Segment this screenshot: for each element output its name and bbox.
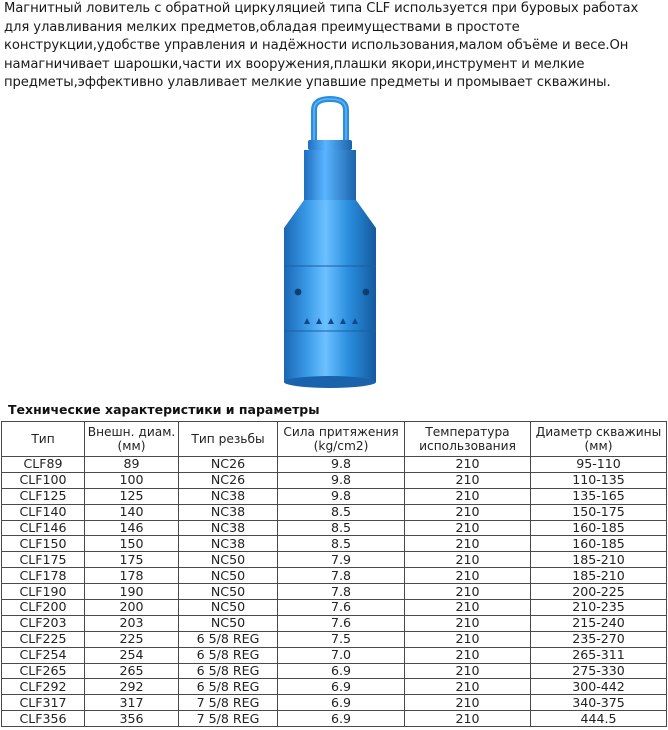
cell-attraction-force: 7.6 [278, 600, 405, 616]
col-header-well-diameter: Диаметр скважины (мм) [531, 422, 667, 457]
table-row [2, 679, 667, 695]
cell-temperature: 210 [405, 552, 531, 568]
table-row [2, 520, 667, 536]
table-row [2, 504, 667, 520]
table-row [2, 536, 667, 552]
cell-outer-diameter: 146 [85, 520, 179, 536]
cell-temperature: 210 [405, 520, 531, 536]
cell-attraction-force: 8.5 [278, 504, 405, 520]
table-row [2, 663, 667, 679]
cell-well-diameter: 185-210 [531, 552, 667, 568]
cell-well-diameter: 235-270 [531, 631, 667, 647]
cell-type: CLF178 [2, 568, 85, 584]
cell-attraction-force: 9.8 [278, 488, 405, 504]
cell-outer-diameter: 203 [85, 615, 179, 631]
cell-temperature: 210 [405, 615, 531, 631]
cell-outer-diameter: 125 [85, 488, 179, 504]
cell-well-diameter: 275-330 [531, 663, 667, 679]
cell-outer-diameter: 140 [85, 504, 179, 520]
cell-thread-type: NC50 [179, 600, 278, 616]
cell-type: CLF356 [2, 711, 85, 727]
cell-temperature: 210 [405, 600, 531, 616]
cell-well-diameter: 444.5 [531, 711, 667, 727]
cell-attraction-force: 7.9 [278, 552, 405, 568]
cell-temperature: 210 [405, 663, 531, 679]
table-row [2, 615, 667, 631]
cell-outer-diameter: 175 [85, 552, 179, 568]
table-row [2, 711, 667, 727]
cell-temperature: 210 [405, 457, 531, 473]
cell-well-diameter: 215-240 [531, 615, 667, 631]
col-header-outer-diameter: Внешн. диам. (мм) [85, 422, 179, 457]
table-row [2, 695, 667, 711]
cell-thread-type: 6 5/8 REG [179, 647, 278, 663]
cell-outer-diameter: 178 [85, 568, 179, 584]
cell-type: CLF125 [2, 488, 85, 504]
cell-thread-type: 7 5/8 REG [179, 695, 278, 711]
specs-table [1, 421, 667, 727]
cell-temperature: 210 [405, 647, 531, 663]
cell-attraction-force: 8.5 [278, 520, 405, 536]
cell-well-diameter: 265-311 [531, 647, 667, 663]
cell-temperature: 210 [405, 536, 531, 552]
table-row [2, 600, 667, 616]
cell-thread-type: NC38 [179, 504, 278, 520]
cell-well-diameter: 150-175 [531, 504, 667, 520]
cell-outer-diameter: 265 [85, 663, 179, 679]
col-header-temperature: Температура использования [405, 422, 531, 457]
cell-attraction-force: 6.9 [278, 711, 405, 727]
cell-well-diameter: 300-442 [531, 679, 667, 695]
col-header-thread-type: Тип резьбы [179, 422, 278, 457]
cell-type: CLF190 [2, 584, 85, 600]
cell-temperature: 210 [405, 488, 531, 504]
cell-outer-diameter: 356 [85, 711, 179, 727]
specs-title: Технические характеристики и параметры [8, 402, 320, 417]
cell-well-diameter: 210-235 [531, 600, 667, 616]
cell-temperature: 210 [405, 711, 531, 727]
cell-thread-type: NC26 [179, 457, 278, 473]
cell-attraction-force: 7.8 [278, 568, 405, 584]
cell-thread-type: NC50 [179, 568, 278, 584]
cell-well-diameter: 135-165 [531, 488, 667, 504]
cell-outer-diameter: 292 [85, 679, 179, 695]
cell-thread-type: NC50 [179, 615, 278, 631]
cell-temperature: 210 [405, 695, 531, 711]
cell-attraction-force: 6.9 [278, 663, 405, 679]
cell-well-diameter: 160-185 [531, 536, 667, 552]
cell-thread-type: 6 5/8 REG [179, 663, 278, 679]
cell-outer-diameter: 200 [85, 600, 179, 616]
cell-well-diameter: 160-185 [531, 520, 667, 536]
cell-well-diameter: 200-225 [531, 584, 667, 600]
col-header-type: Тип [2, 422, 85, 457]
cell-type: CLF200 [2, 600, 85, 616]
cell-attraction-force: 6.9 [278, 695, 405, 711]
intro-paragraph: Магнитный ловитель с обратной циркуляцией типа CLF используется при буровых работах для улавливания мелких предметов,обладая преимуществами в простоте конструкции,удобстве управления и надёжности использования,малом объёме и весе.Он намагничивает шарошки,части их вооружения,плашки якори,инструмент и мелкие предметы,эффективно улавливает мелкие упавшие предметы и промывает скважины. [4, 1, 639, 91]
cell-thread-type: NC38 [179, 520, 278, 536]
cell-attraction-force: 6.9 [278, 679, 405, 695]
cell-well-diameter: 185-210 [531, 568, 667, 584]
cell-outer-diameter: 89 [85, 457, 179, 473]
table-row [2, 488, 667, 504]
cell-thread-type: NC26 [179, 472, 278, 488]
table-row [2, 631, 667, 647]
cell-attraction-force: 7.6 [278, 615, 405, 631]
cell-attraction-force: 7.5 [278, 631, 405, 647]
table-row [2, 647, 667, 663]
cell-outer-diameter: 100 [85, 472, 179, 488]
cell-type: CLF150 [2, 536, 85, 552]
cell-temperature: 210 [405, 504, 531, 520]
cell-temperature: 210 [405, 631, 531, 647]
table-row [2, 568, 667, 584]
cell-well-diameter: 340-375 [531, 695, 667, 711]
cell-type: CLF140 [2, 504, 85, 520]
cell-outer-diameter: 225 [85, 631, 179, 647]
cell-type: CLF100 [2, 472, 85, 488]
cell-thread-type: NC50 [179, 552, 278, 568]
cell-temperature: 210 [405, 679, 531, 695]
cell-outer-diameter: 254 [85, 647, 179, 663]
cell-well-diameter: 95-110 [531, 457, 667, 473]
table-row [2, 472, 667, 488]
cell-attraction-force: 8.5 [278, 536, 405, 552]
cell-temperature: 210 [405, 584, 531, 600]
cell-type: CLF254 [2, 647, 85, 663]
cell-thread-type: 7 5/8 REG [179, 711, 278, 727]
cell-attraction-force: 9.8 [278, 472, 405, 488]
cell-thread-type: 6 5/8 REG [179, 679, 278, 695]
cell-type: CLF146 [2, 520, 85, 536]
table-body [2, 457, 667, 727]
cell-temperature: 210 [405, 472, 531, 488]
cell-thread-type: NC38 [179, 536, 278, 552]
col-header-attraction-force: Сила притяжения (kg/cm2) [278, 422, 405, 457]
cell-attraction-force: 7.0 [278, 647, 405, 663]
table-header-row [2, 422, 667, 457]
cell-type: CLF292 [2, 679, 85, 695]
cell-type: CLF89 [2, 457, 85, 473]
cell-thread-type: NC38 [179, 488, 278, 504]
cell-well-diameter: 110-135 [531, 472, 667, 488]
cell-thread-type: 6 5/8 REG [179, 631, 278, 647]
cell-type: CLF265 [2, 663, 85, 679]
cell-attraction-force: 9.8 [278, 457, 405, 473]
magnetic-fishing-tool-image [274, 96, 386, 392]
cell-outer-diameter: 190 [85, 584, 179, 600]
cell-outer-diameter: 317 [85, 695, 179, 711]
cell-attraction-force: 7.8 [278, 584, 405, 600]
cell-outer-diameter: 150 [85, 536, 179, 552]
table-row [2, 552, 667, 568]
cell-type: CLF317 [2, 695, 85, 711]
cell-type: CLF175 [2, 552, 85, 568]
table-row [2, 457, 667, 473]
table-row [2, 584, 667, 600]
cell-thread-type: NC50 [179, 584, 278, 600]
cell-type: CLF225 [2, 631, 85, 647]
cell-type: CLF203 [2, 615, 85, 631]
cell-temperature: 210 [405, 568, 531, 584]
